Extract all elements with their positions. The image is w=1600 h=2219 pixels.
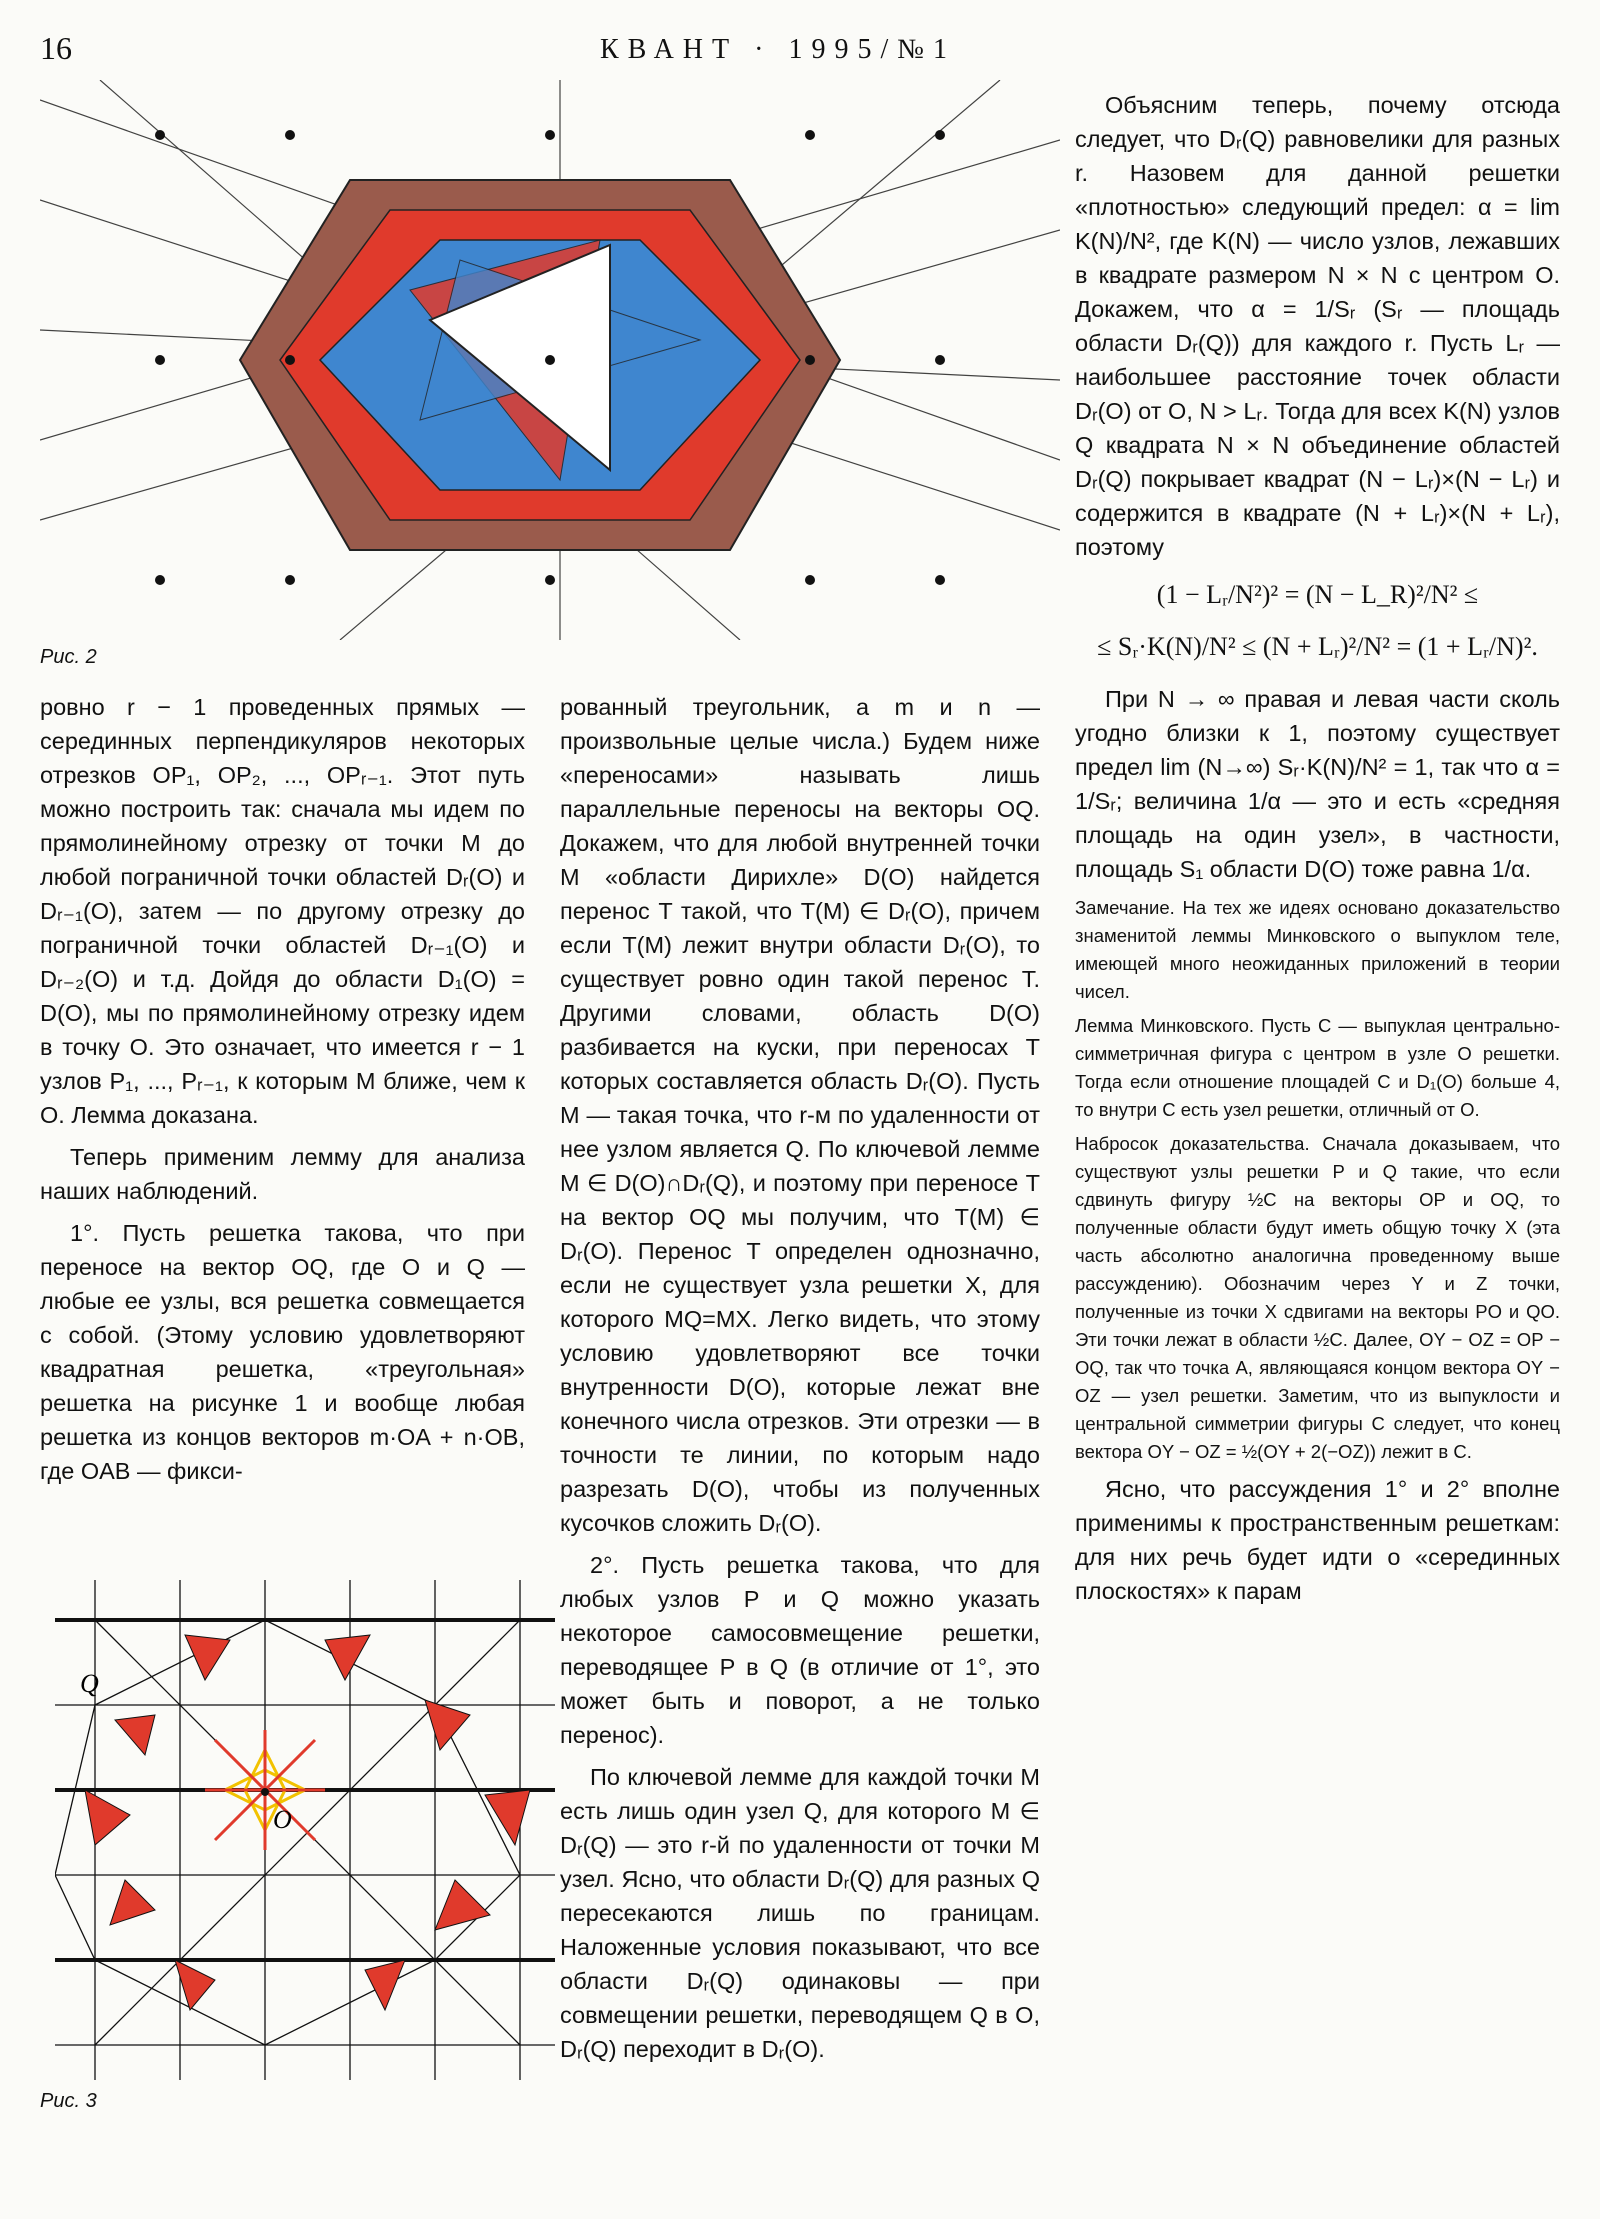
remark-block xyxy=(1075,894,1560,1466)
inequality-line-1: (1 − Lᵣ/N²)² = (N − L_R)²/N² ≤ xyxy=(1156,580,1479,609)
column-3 xyxy=(1075,88,1560,1616)
col3-paragraph-3: Ясно, что рассуждения 1° и 2° вполне применимы к пространственным решеткам: для них речь будет идти о «серединных плоскостях» к парам xyxy=(1075,1476,1560,1604)
remark-text: Замечание. На тех же идеях основано доказательство знаменитой леммы Минковского о выпуклом теле, имеющей много неожиданных приложений в теории чисел. xyxy=(1075,897,1560,1002)
figure-2 xyxy=(40,80,1060,640)
label-o: O xyxy=(273,1805,292,1834)
journal-title: КВАНТ · 1995/№1 xyxy=(600,34,956,65)
col3-paragraph-2: При N → ∞ правая и левая части сколь угодно близки к 1, поэтому существует предел lim (N→∞) Sᵣ·K(N)/N² = 1, так что α = 1/Sᵣ; величина 1/α — это и есть «средняя площадь на один узел», в частности, площадь S₁ области D(O) тоже равна 1/α. xyxy=(1075,686,1560,882)
figure-2-caption: Рис. 2 xyxy=(40,646,97,668)
page-number: 16 xyxy=(40,30,72,66)
column-1 xyxy=(40,690,525,1496)
col1-paragraph-2: Теперь применим лемму для анализа наших наблюдений. xyxy=(40,1144,525,1204)
figure-3 xyxy=(55,1580,555,2080)
col2-paragraph-1: рованный треугольник, а m и n — произвольные целые числа.) Будем ниже «переносами» называть лишь параллельные переносы на векторы OQ. Докажем, что для любой внутренней точки M «области Дирихле» D(O) найдется перенос T такой, что T(M) ∈ Dᵣ(O), причем если T(M) лежит внутри области Dᵣ(O), то существует ровно один такой перенос T. Другими словами, область D(O) разбивается на куски, при переносах T которых составляется область Dᵣ(O). Пусть M — такая точка, что r-м по удаленности от нее узлом является Q. По ключевой лемме M ∈ D(O)∩Dᵣ(Q), и поэтому при переносе T на вектор OQ мы получим, что T(M) ∈ Dᵣ(O). Перенос T определен однозначно, если не существует узла решетки X, для которого MQ=MX. Легко видеть, что этому условию удовлетворяют все точки внутренности D(O), которые лежат вне конечного числа отрезков. Эти отрезки — в точности те линии, по которым надо разрезать D(O), чтобы из полученных кусочков сложить Dᵣ(O). xyxy=(560,694,1040,1536)
col2-paragraph-2: 2°. Пусть решетка такова, что для любых узлов P и Q можно указать некоторое самосовмещение решетки, переводящее P в Q (в отличие от 1°, это может быть и поворот, а не только перенос). xyxy=(560,1552,1040,1748)
col2-paragraph-3: По ключевой лемме для каждой точки M есть лишь один узел Q, для которого M ∈ Dᵣ(Q) — это r-й по удаленности от точки M узел. Ясно, что области Dᵣ(Q) для разных Q пересекаются лишь по границам. Наложенные условия показывают, что все области Dᵣ(Q) одинаковы — при совмещении решетки, переводящем Q в O, Dᵣ(Q) переходит в Dᵣ(O). xyxy=(560,1764,1040,2062)
column-2 xyxy=(560,690,1040,2074)
col1-paragraph-1: ровно r − 1 проведенных прямых — серединных перпендикуляров некоторых отрезков OP₁, OP₂, ..., OPᵣ₋₁. Этот путь можно построить так: сначала мы идем по прямолинейному отрезку от точки M до любой пограничной точки областей Dᵣ(O) и Dᵣ₋₁(O), затем — по другому отрезку до пограничной точки областей Dᵣ₋₁(O) и Dᵣ₋₂(O) и т.д. Дойдя до области D₁(O) = D(O), мы по прямолинейному отрезку идем в точку O. Это означает, что имеется r − 1 узлов P₁, ..., Pᵣ₋₁, к которым M ближе, чем к O. Лемма доказана. xyxy=(40,694,525,1128)
col3-paragraph-1: Объясним теперь, почему отсюда следует, что Dᵣ(Q) равновелики для разных r. Назовем для данной решетки «плотностью» следующий предел: α = lim K(N)/N², где K(N) — число узлов, лежавших в квадрате размером N × N с центром O. Докажем, что α = 1/Sᵣ (Sᵣ — площадь области Dᵣ(Q)) для каждого r. Пусть Lᵣ — наибольшее расстояние точек области Dᵣ(O) от O, N > Lᵣ. Тогда для всех K(N) узлов Q квадрата N × N объединение областей Dᵣ(Q) покрывает квадрат (N − Lᵣ)×(N − Lᵣ) и содержится в квадрате (N + Lᵣ)×(N + Lᵣ), поэтому xyxy=(1075,92,1560,560)
inequality-line-2: ≤ Sᵣ·K(N)/N² ≤ (N + Lᵣ)²/N² = (1 + Lᵣ/N)². xyxy=(1097,632,1538,661)
minkowski-lemma: Лемма Минковского. Пусть C — выпуклая центрально-симметричная фигура с центром в узле O решетки. Тогда если отношение площадей C и D₁(O) больше 4, то внутри C есть узел решетки, отличный от O. xyxy=(1075,1015,1560,1120)
col1-paragraph-3: 1°. Пусть решетка такова, что при переносе на вектор OQ, где O и Q — любые ее узлы, вся решетка совмещается с собой. (Этому условию удовлетворяют квадратная решетка, «треугольная» решетка на рисунке 1 и вообще любая решетка из концов векторов m·OA + n·OB, где OAB — фикси- xyxy=(40,1220,525,1484)
figure-3-caption: Рис. 3 xyxy=(40,2090,97,2112)
proof-sketch: Набросок доказательства. Сначала доказываем, что существуют узлы решетки P и Q такие, что если сдвинуть фигуру ½C на векторы OP и OQ, то полученные области будут иметь общую точку X (эта часть абсолютно аналогична проведенному выше рассуждению). Обозначим через Y и Z точки, полученные из точки X сдвигами на векторы PO и QO. Эти точки лежат в области ½C. Далее, OY − OZ = OP − OQ, так что точка A, являющаяся концом вектора OY − OZ — узел решетки. Заметим, что из выпуклости и центральной симметрии фигуры C следует, что конец вектора OY − OZ = ½(OY + 2(−OZ)) лежит в C. xyxy=(1075,1133,1560,1462)
label-q: Q xyxy=(80,1669,99,1698)
